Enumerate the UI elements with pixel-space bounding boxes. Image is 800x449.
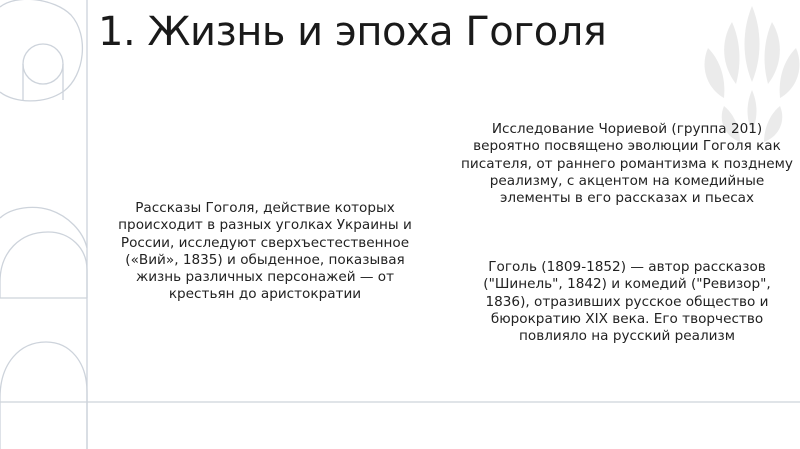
slide-title: 1. Жизнь и эпоха Гоголя	[98, 9, 607, 55]
stories-description-text: Рассказы Гоголя, действие которых происходит в разных уголках Украины и России, исследуют сверхъестественное («Вий», 1835) и обыденное, показывая жизнь различных персонажей — от крестьян до аристократии	[118, 200, 412, 303]
research-description-text: Исследование Чориевой (группа 201) вероятно посвящено эволюции Гоголя как писателя, от раннего романтизма к позднему реализму, с акцентом на комедийные элементы в его рассказах и пьесах	[461, 121, 793, 207]
biography-text: Гоголь (1809-1852) — автор рассказов ("Шинель", 1842) и комедий ("Ревизор", 1836), отразивших русское общество и бюрократию XIX века. Его творчество повлияло на русский реализм	[483, 259, 771, 345]
